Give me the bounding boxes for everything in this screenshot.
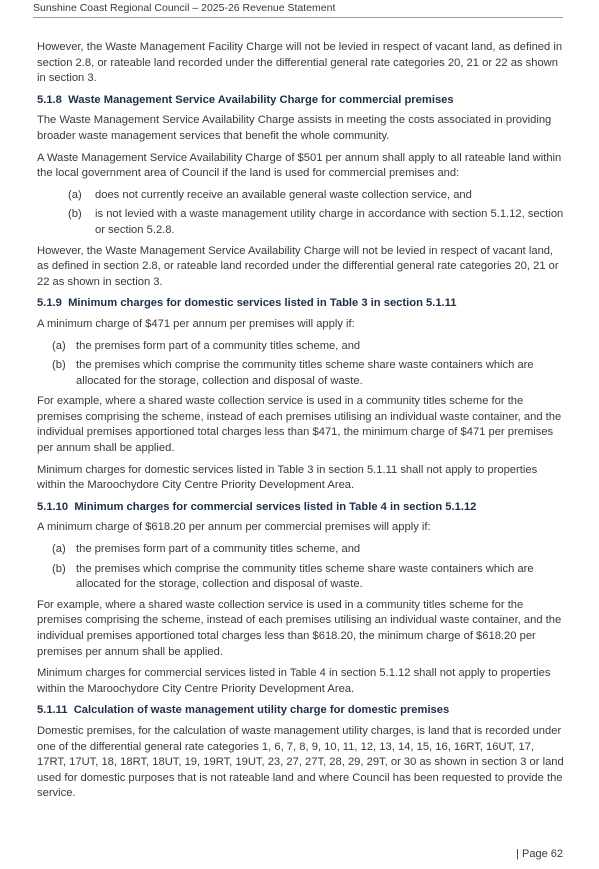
list-item: [37, 562, 565, 593]
paragraph: For example, where a shared waste collection service is used in a community titles scheme for the premises comprising the scheme, instead of each premises utilising an individual waste container, and the individual premises apportioned total charges less than $471, the minimum charge of $471 per premises per annum shall be applied.: [37, 395, 562, 455]
list-item-text: is not levied with a waste management utility charge in accordance with section 5.1.12, section or section 5.2.8.: [95, 208, 564, 236]
paragraph: For example, where a shared waste collection service is used in a community titles scheme for the premises comprising the scheme, instead of each premises utilising an individual waste container, and the individual premises apportioned total charges less than $618.20, the minimum charge of $618.20 per premises per annum shall be applied.: [37, 598, 562, 658]
section-title: Minimum charges for domestic services listed in Table 3 in section 5.1.11: [68, 297, 457, 310]
section-title: Waste Management Service Availability Charge for commercial premises: [68, 93, 454, 106]
list-item: [37, 339, 565, 355]
list-marker: (a): [52, 339, 66, 352]
list-item-text: does not currently receive an available general waste collection service, and: [95, 188, 472, 201]
paragraph: The Waste Management Service Availability Charge assists in meeting the costs associated in providing broader waste management services that benefit the whole community.: [37, 114, 552, 142]
list-marker: (b): [52, 562, 66, 575]
paragraph: A Waste Management Service Availability Charge of $501 per annum shall apply to all rateable land within the local government area of Council if the land is used for commercial premises and:: [37, 151, 562, 180]
section-heading: [37, 296, 565, 312]
list-marker: (b): [68, 208, 82, 221]
page-footer: [0, 848, 563, 860]
paragraph: However, the Waste Management Facility Charge will not be levied in respect of vacant land, as defined in section 2.8, or rateable land recorded under the differential general rate categories 20, 21 or 22 as shown in section 3.: [37, 41, 563, 85]
list-marker: (a): [52, 543, 66, 556]
list-item: [37, 207, 565, 238]
list-item: [37, 542, 565, 558]
list-marker: (b): [52, 359, 66, 372]
list-marker: (a): [68, 188, 82, 201]
paragraph: Domestic premises, for the calculation of waste management utility charges, is land that is recorded under one of the differential general rate categories 1, 6, 7, 8, 9, 10, 11, 12, 13, 14, 15, 16, 16RT, 16UT, 17, 17RT, 17UT, 18, 18RT, 18UT, 19, 19RT, 19UT, 23, 27, 27T, 28, 29, 29T, or 30 as shown in section 3 or land used for domestic purposes that is not rateable land and where Council has been requested to provide the service.: [37, 724, 564, 800]
section-heading: [37, 500, 565, 516]
document-title: Sunshine Coast Regional Council – 2025-26 Revenue Statement: [33, 2, 336, 14]
section-heading: [37, 703, 565, 719]
section-number: 5.1.9: [37, 297, 62, 310]
section-title: Calculation of waste management utility charge for domestic premises: [73, 704, 450, 717]
lettered-list: [37, 339, 565, 390]
paragraph: Minimum charges for domestic services listed in Table 3 in section 5.1.11 shall not apply to properties within the Maroochydore City Centre Priority Development Area.: [37, 463, 538, 492]
section-heading: [37, 93, 565, 109]
list-item-text: the premises which comprise the community titles scheme share waste containers which are allocated for the storage, collection and disposal of waste.: [76, 359, 534, 387]
lettered-list: [37, 542, 565, 593]
paragraph: However, the Waste Management Service Availability Charge will not be levied in respect of vacant land, as defined in section 2.8, or rateable land recorded under the differential general rate categories 20, 21 or 22 as shown in section 3.: [37, 244, 559, 288]
page-header: [33, 2, 563, 18]
page-number: | Page 62: [516, 848, 563, 860]
section-number: 5.1.8: [37, 93, 62, 106]
lettered-list: [37, 188, 565, 239]
list-item-text: the premises which comprise the community titles scheme share waste containers which are allocated for the storage, collection and disposal of waste.: [76, 562, 534, 591]
section-number: 5.1.11: [37, 704, 68, 717]
section-number: 5.1.10: [37, 500, 69, 513]
paragraph: Minimum charges for commercial services listed in Table 4 in section 5.1.12 shall not apply to properties within the Maroochydore City Centre Priority Development Area.: [37, 667, 551, 695]
list-item-text: the premises form part of a community titles scheme, and: [76, 543, 361, 556]
list-item-text: the premises form part of a community titles scheme, and: [76, 339, 361, 352]
list-item: [37, 358, 565, 389]
paragraph: A minimum charge of $471 per annum per premises will apply if:: [37, 317, 355, 330]
section-title: Minimum charges for commercial services listed in Table 4 in section 5.1.12: [74, 500, 477, 513]
document-body: [37, 40, 565, 808]
list-item: [37, 188, 565, 204]
paragraph: A minimum charge of $618.20 per annum per commercial premises will apply if:: [37, 521, 431, 534]
